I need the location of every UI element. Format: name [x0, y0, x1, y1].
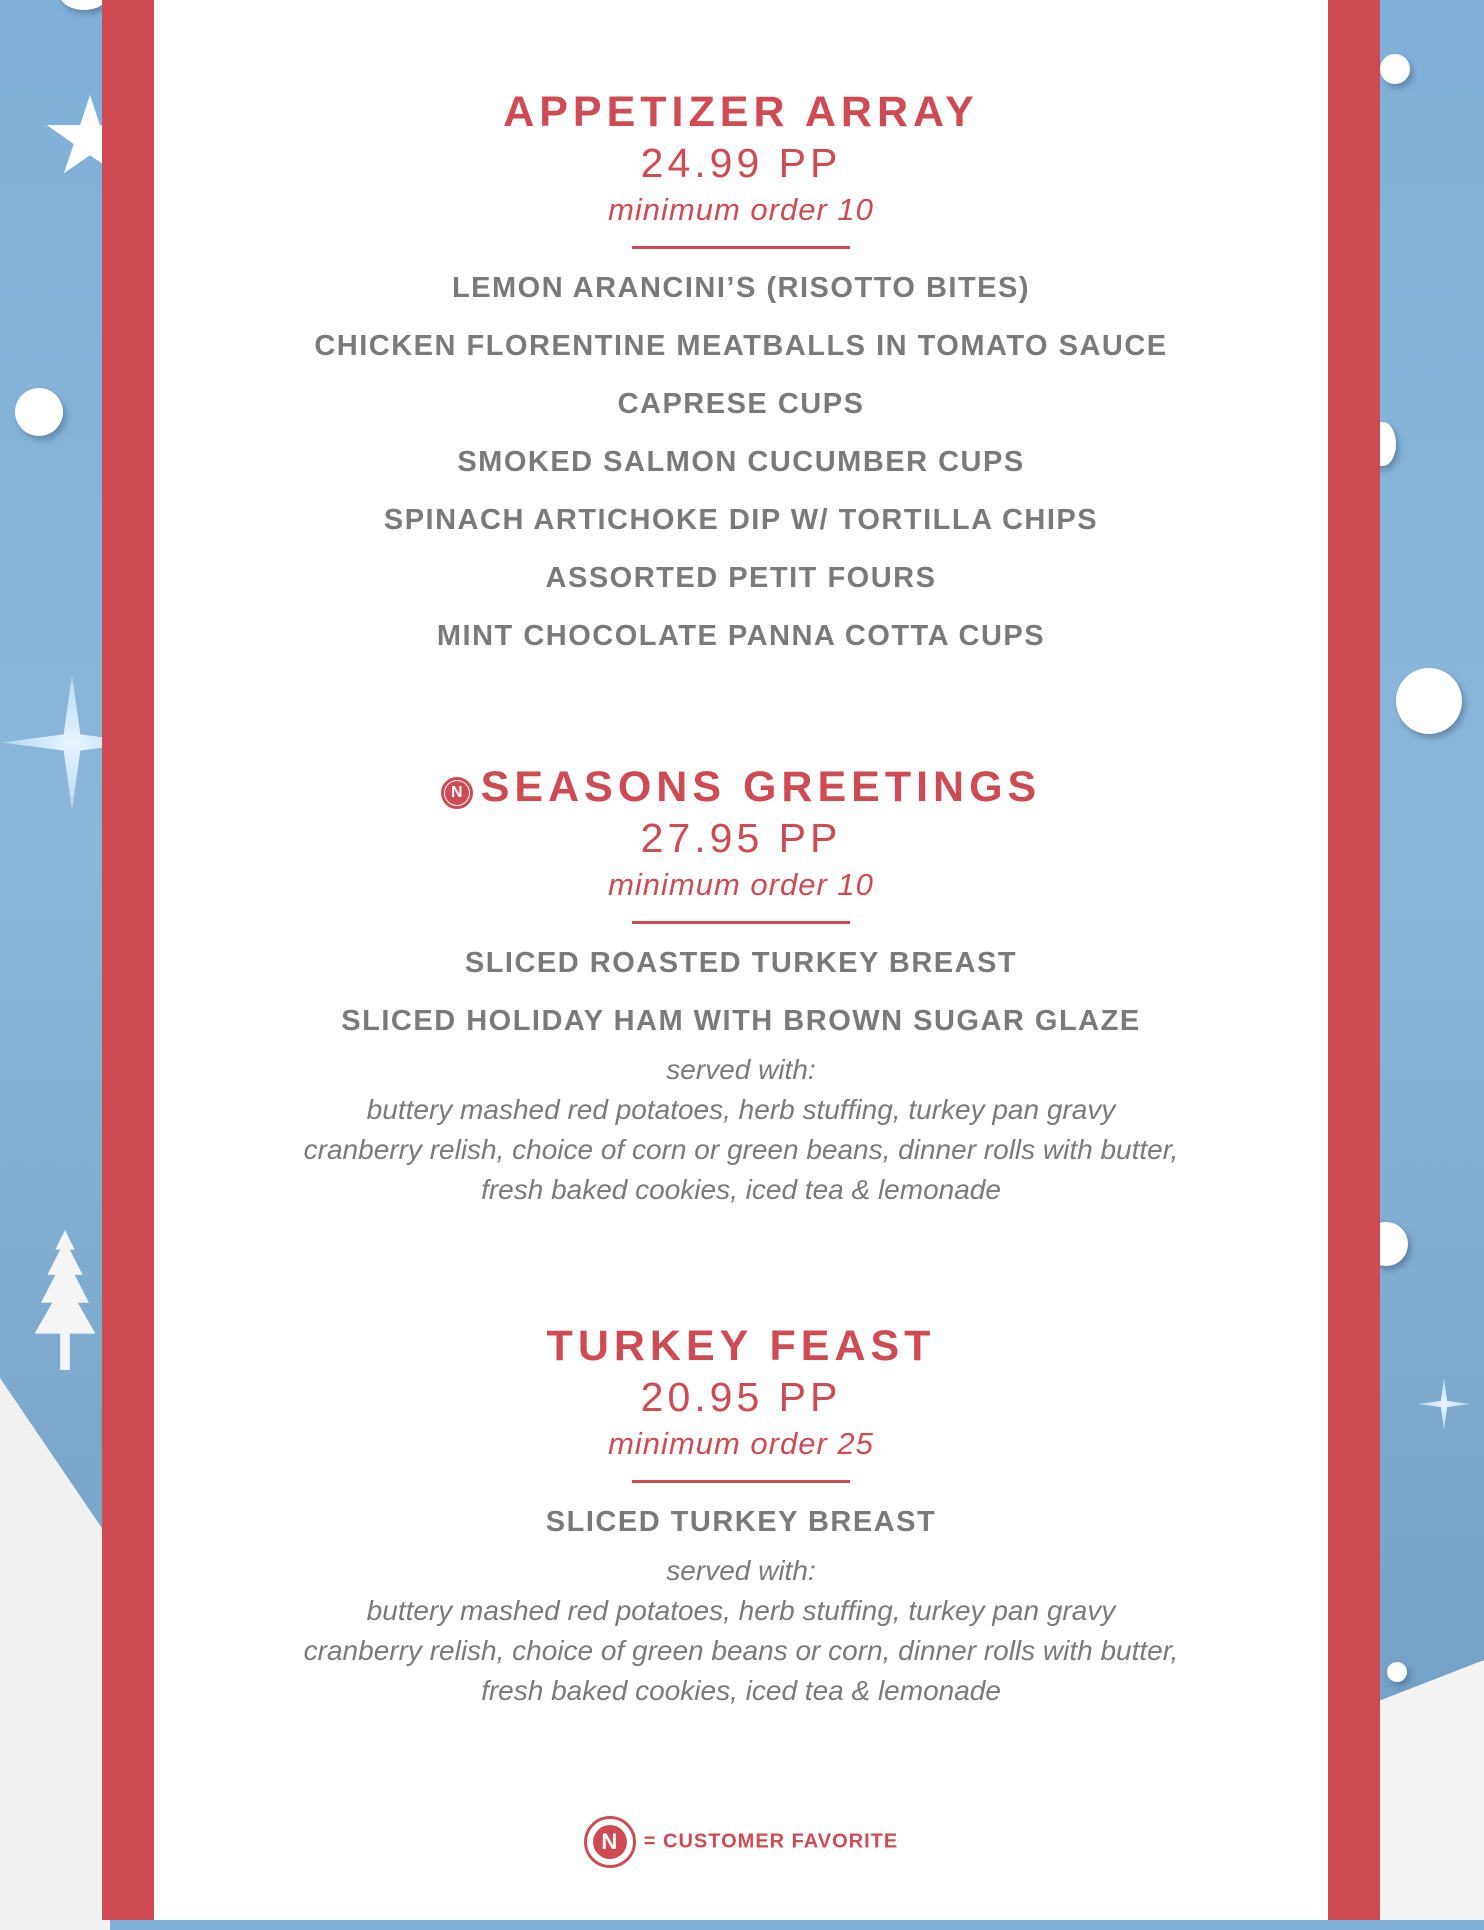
section-price: 27.95 PP	[640, 815, 842, 861]
menu-item: SLICED ROASTED TURKEY BREAST	[464, 947, 1018, 979]
snow-hill-decoration	[1364, 1660, 1484, 1920]
side-dishes-line: fresh baked cookies, iced tea & lemonade	[481, 1174, 1001, 1205]
section-minimum-order: minimum order 25	[608, 1426, 874, 1461]
menu-item: LEMON ARANCINI’S (RISOTTO BITES)	[451, 272, 1031, 304]
snowball-decoration	[60, 0, 108, 10]
section-title-row	[154, 763, 1328, 811]
menu-item: SLICED HOLIDAY HAM WITH BROWN SUGAR GLAZE	[341, 1005, 1141, 1037]
favorite-legend	[154, 1816, 1328, 1868]
section-minimum-order: minimum order 10	[608, 867, 874, 902]
snowball-decoration	[1387, 1662, 1407, 1682]
section-divider	[632, 1480, 850, 1483]
served-with-label: served with:	[666, 1054, 816, 1085]
snowball-decoration	[1380, 54, 1410, 84]
served-with-label: served with:	[666, 1555, 816, 1586]
menu-item: SMOKED SALMON CUCUMBER CUPS	[457, 446, 1025, 478]
legend-text: = CUSTOMER FAVORITE	[643, 1830, 899, 1853]
menu-section-seasons-greetings	[154, 763, 1328, 1210]
section-divider	[632, 246, 850, 249]
snowball-decoration	[1396, 668, 1462, 734]
section-price: 24.99 PP	[640, 140, 842, 186]
sparkle-decoration	[1418, 1378, 1470, 1430]
side-dishes-line: fresh baked cookies, iced tea & lemonade	[481, 1675, 1001, 1706]
menu-item: SLICED TURKEY BREAST	[545, 1506, 937, 1538]
right-red-border	[1328, 0, 1380, 1920]
snowball-decoration	[15, 388, 63, 436]
side-dishes-line: buttery mashed red potatoes, herb stuffing, turkey pan gravy	[366, 1595, 1116, 1626]
menu-item: CHICKEN FLORENTINE MEATBALLS IN TOMATO SAUCE	[314, 330, 1168, 362]
section-title: SEASONS GREETINGS	[480, 763, 1042, 811]
snow-hill-decoration	[0, 1330, 110, 1930]
menu-item: SPINACH ARTICHOKE DIP W/ TORTILLA CHIPS	[383, 504, 1099, 536]
section-minimum-order: minimum order 10	[608, 192, 874, 227]
side-dishes-line: cranberry relish, choice of corn or green beans, dinner rolls with butter,	[303, 1134, 1179, 1165]
side-dishes-line: cranberry relish, choice of green beans or corn, dinner rolls with butter,	[303, 1635, 1179, 1666]
side-dishes-line: buttery mashed red potatoes, herb stuffing, turkey pan gravy	[366, 1094, 1116, 1125]
section-title: TURKEY FEAST	[546, 1322, 936, 1370]
section-divider	[632, 921, 850, 924]
section-price: 20.95 PP	[640, 1374, 842, 1420]
menu-item: CAPRESE CUPS	[617, 388, 865, 420]
menu-panel	[154, 0, 1328, 1920]
customer-favorite-icon: N	[584, 1816, 636, 1868]
menu-section-turkey-feast	[154, 1322, 1328, 1711]
pine-tree-decoration	[25, 1230, 105, 1370]
left-red-border	[102, 0, 154, 1920]
menu-item: MINT CHOCOLATE PANNA COTTA CUPS	[436, 620, 1046, 652]
section-title: APPETIZER ARRAY	[503, 88, 979, 136]
menu-item: ASSORTED PETIT FOURS	[545, 562, 937, 594]
menu-section-appetizer-array	[154, 88, 1328, 665]
customer-favorite-icon: N	[441, 777, 473, 809]
